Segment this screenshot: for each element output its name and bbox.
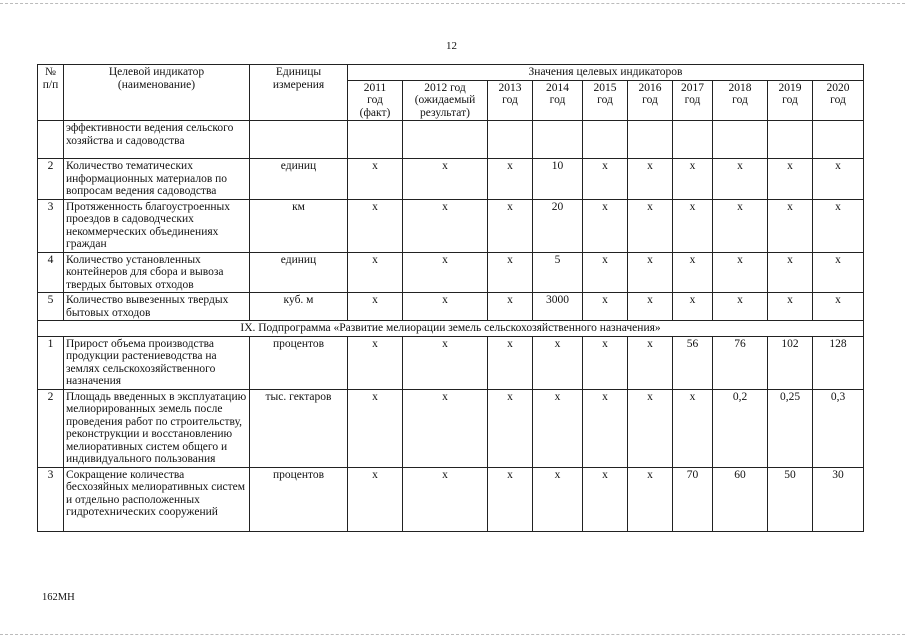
value-cell: 0,2 xyxy=(713,389,768,467)
value-cell: х xyxy=(628,252,673,293)
row-number xyxy=(38,121,64,159)
header-year: 2018 год xyxy=(713,80,768,121)
value-cell: х xyxy=(628,293,673,321)
value-cell: х xyxy=(628,199,673,252)
value-cell: х xyxy=(583,199,628,252)
value-cell: х xyxy=(348,336,403,389)
table-body-after xyxy=(38,336,864,531)
value-cell: х xyxy=(628,336,673,389)
value-cell: х xyxy=(403,252,488,293)
value-cell: х xyxy=(583,336,628,389)
value-cell: х xyxy=(403,159,488,200)
table-body-before xyxy=(38,121,864,321)
value-cell: х xyxy=(583,389,628,467)
header-year: 2020 год xyxy=(813,80,864,121)
value-cell: х xyxy=(628,467,673,531)
unit-cell: тыс. гектаров xyxy=(250,389,348,467)
row-number: 4 xyxy=(38,252,64,293)
unit-cell: процентов xyxy=(250,467,348,531)
unit-cell: процентов xyxy=(250,336,348,389)
value-cell: х xyxy=(348,467,403,531)
value-cell: х xyxy=(583,159,628,200)
value-cell: х xyxy=(403,293,488,321)
scan-bottom-edge xyxy=(0,634,905,635)
value-cell: х xyxy=(713,252,768,293)
header-year: 2016 год xyxy=(628,80,673,121)
value-cell: х xyxy=(403,467,488,531)
value-cell: х xyxy=(348,252,403,293)
table-row xyxy=(38,467,864,531)
header-year: 2017 год xyxy=(673,80,713,121)
value-cell: х xyxy=(813,199,864,252)
value-cell: х xyxy=(628,159,673,200)
unit-cell xyxy=(250,121,348,159)
value-cell: х xyxy=(583,467,628,531)
value-cell: х xyxy=(583,293,628,321)
value-cell: х xyxy=(403,199,488,252)
header-name: Целевой индикатор (наименование) xyxy=(64,65,250,121)
value-cell: 5 xyxy=(533,252,583,293)
value-cell xyxy=(673,121,713,159)
header-year: 2014 год xyxy=(533,80,583,121)
unit-cell: куб. м xyxy=(250,293,348,321)
value-cell: х xyxy=(488,389,533,467)
value-cell: 0,25 xyxy=(768,389,813,467)
value-cell: х xyxy=(488,252,533,293)
value-cell: х xyxy=(533,336,583,389)
value-cell: х xyxy=(403,336,488,389)
value-cell xyxy=(348,121,403,159)
unit-cell: единиц xyxy=(250,159,348,200)
indicator-name: Количество тематических информационных материалов по вопросам ведения садоводства xyxy=(64,159,250,200)
row-number: 2 xyxy=(38,159,64,200)
value-cell: х xyxy=(583,252,628,293)
value-cell: х xyxy=(813,159,864,200)
value-cell: 10 xyxy=(533,159,583,200)
header-values-group: Значения целевых индикаторов xyxy=(348,65,864,81)
value-cell xyxy=(533,121,583,159)
value-cell: х xyxy=(348,293,403,321)
header-row-top xyxy=(38,65,864,81)
value-cell: х xyxy=(673,389,713,467)
row-number: 1 xyxy=(38,336,64,389)
scan-top-edge xyxy=(0,3,905,4)
table-body-section xyxy=(38,321,864,337)
value-cell: х xyxy=(533,467,583,531)
value-cell: 128 xyxy=(813,336,864,389)
value-cell: х xyxy=(768,199,813,252)
value-cell: х xyxy=(488,199,533,252)
row-number: 5 xyxy=(38,293,64,321)
indicator-name: Сокращение количества бесхозяйных мелиоративных систем и отдельно расположенных гидротехнических сооружений xyxy=(64,467,250,531)
value-cell: х xyxy=(673,252,713,293)
unit-cell: км xyxy=(250,199,348,252)
value-cell: х xyxy=(673,293,713,321)
value-cell xyxy=(628,121,673,159)
value-cell: х xyxy=(673,199,713,252)
value-cell: х xyxy=(768,252,813,293)
table-row xyxy=(38,121,864,159)
value-cell: 56 xyxy=(673,336,713,389)
value-cell: х xyxy=(813,293,864,321)
value-cell: х xyxy=(403,389,488,467)
row-number: 3 xyxy=(38,199,64,252)
value-cell: х xyxy=(488,467,533,531)
row-number: 2 xyxy=(38,389,64,467)
row-number: 3 xyxy=(38,467,64,531)
header-year: 2019 год xyxy=(768,80,813,121)
value-cell xyxy=(713,121,768,159)
header-unit: Единицы измерения xyxy=(250,65,348,121)
indicators-table xyxy=(37,64,864,532)
footer-code: 162МН xyxy=(42,592,75,603)
indicator-name: Площадь введенных в эксплуатацию мелиорированных земель после проведения работ по строительству, реконструкции и восстановлению мелиоративных систем общего и индивидуального пользования xyxy=(64,389,250,467)
value-cell: х xyxy=(348,159,403,200)
section-row xyxy=(38,321,864,337)
value-cell: 50 xyxy=(768,467,813,531)
value-cell: 0,3 xyxy=(813,389,864,467)
value-cell xyxy=(768,121,813,159)
table-row xyxy=(38,293,864,321)
table-row xyxy=(38,389,864,467)
value-cell: х xyxy=(488,336,533,389)
value-cell: 76 xyxy=(713,336,768,389)
header-no: № п/п xyxy=(38,65,64,121)
value-cell: 70 xyxy=(673,467,713,531)
table-row xyxy=(38,336,864,389)
value-cell: х xyxy=(673,159,713,200)
header-year: 2011 год (факт) xyxy=(348,80,403,121)
header-year: 2013 год xyxy=(488,80,533,121)
value-cell: х xyxy=(348,389,403,467)
page-number: 12 xyxy=(446,40,457,52)
value-cell: х xyxy=(813,252,864,293)
value-cell: 3000 xyxy=(533,293,583,321)
value-cell: х xyxy=(713,159,768,200)
table-row xyxy=(38,252,864,293)
value-cell: х xyxy=(713,199,768,252)
value-cell: х xyxy=(713,293,768,321)
value-cell: х xyxy=(768,159,813,200)
value-cell: 30 xyxy=(813,467,864,531)
value-cell: 20 xyxy=(533,199,583,252)
indicator-name: Количество вывезенных твердых бытовых отходов xyxy=(64,293,250,321)
header-year: 2012 год (ожидаемый результат) xyxy=(403,80,488,121)
value-cell: х xyxy=(628,389,673,467)
value-cell: х xyxy=(768,293,813,321)
indicator-name: Протяженность благоустроенных проездов в садоводческих некоммерческих объединениях граждан xyxy=(64,199,250,252)
value-cell: х xyxy=(488,293,533,321)
value-cell xyxy=(403,121,488,159)
value-cell xyxy=(488,121,533,159)
indicator-name: Прирост объема производства продукции растениеводства на землях сельскохозяйственного назначения xyxy=(64,336,250,389)
value-cell: х xyxy=(348,199,403,252)
value-cell: 102 xyxy=(768,336,813,389)
value-cell xyxy=(583,121,628,159)
unit-cell: единиц xyxy=(250,252,348,293)
value-cell: 60 xyxy=(713,467,768,531)
indicator-name: эффективности ведения сельского хозяйства и садоводства xyxy=(64,121,250,159)
header-year: 2015 год xyxy=(583,80,628,121)
value-cell: х xyxy=(488,159,533,200)
value-cell: х xyxy=(533,389,583,467)
indicator-name: Количество установленных контейнеров для сбора и вывоза твердых бытовых отходов xyxy=(64,252,250,293)
value-cell xyxy=(813,121,864,159)
section-title: IX. Подпрограмма «Развитие мелиорации земель сельскохозяйственного назначения» xyxy=(38,321,864,337)
table-row xyxy=(38,199,864,252)
table-row xyxy=(38,159,864,200)
